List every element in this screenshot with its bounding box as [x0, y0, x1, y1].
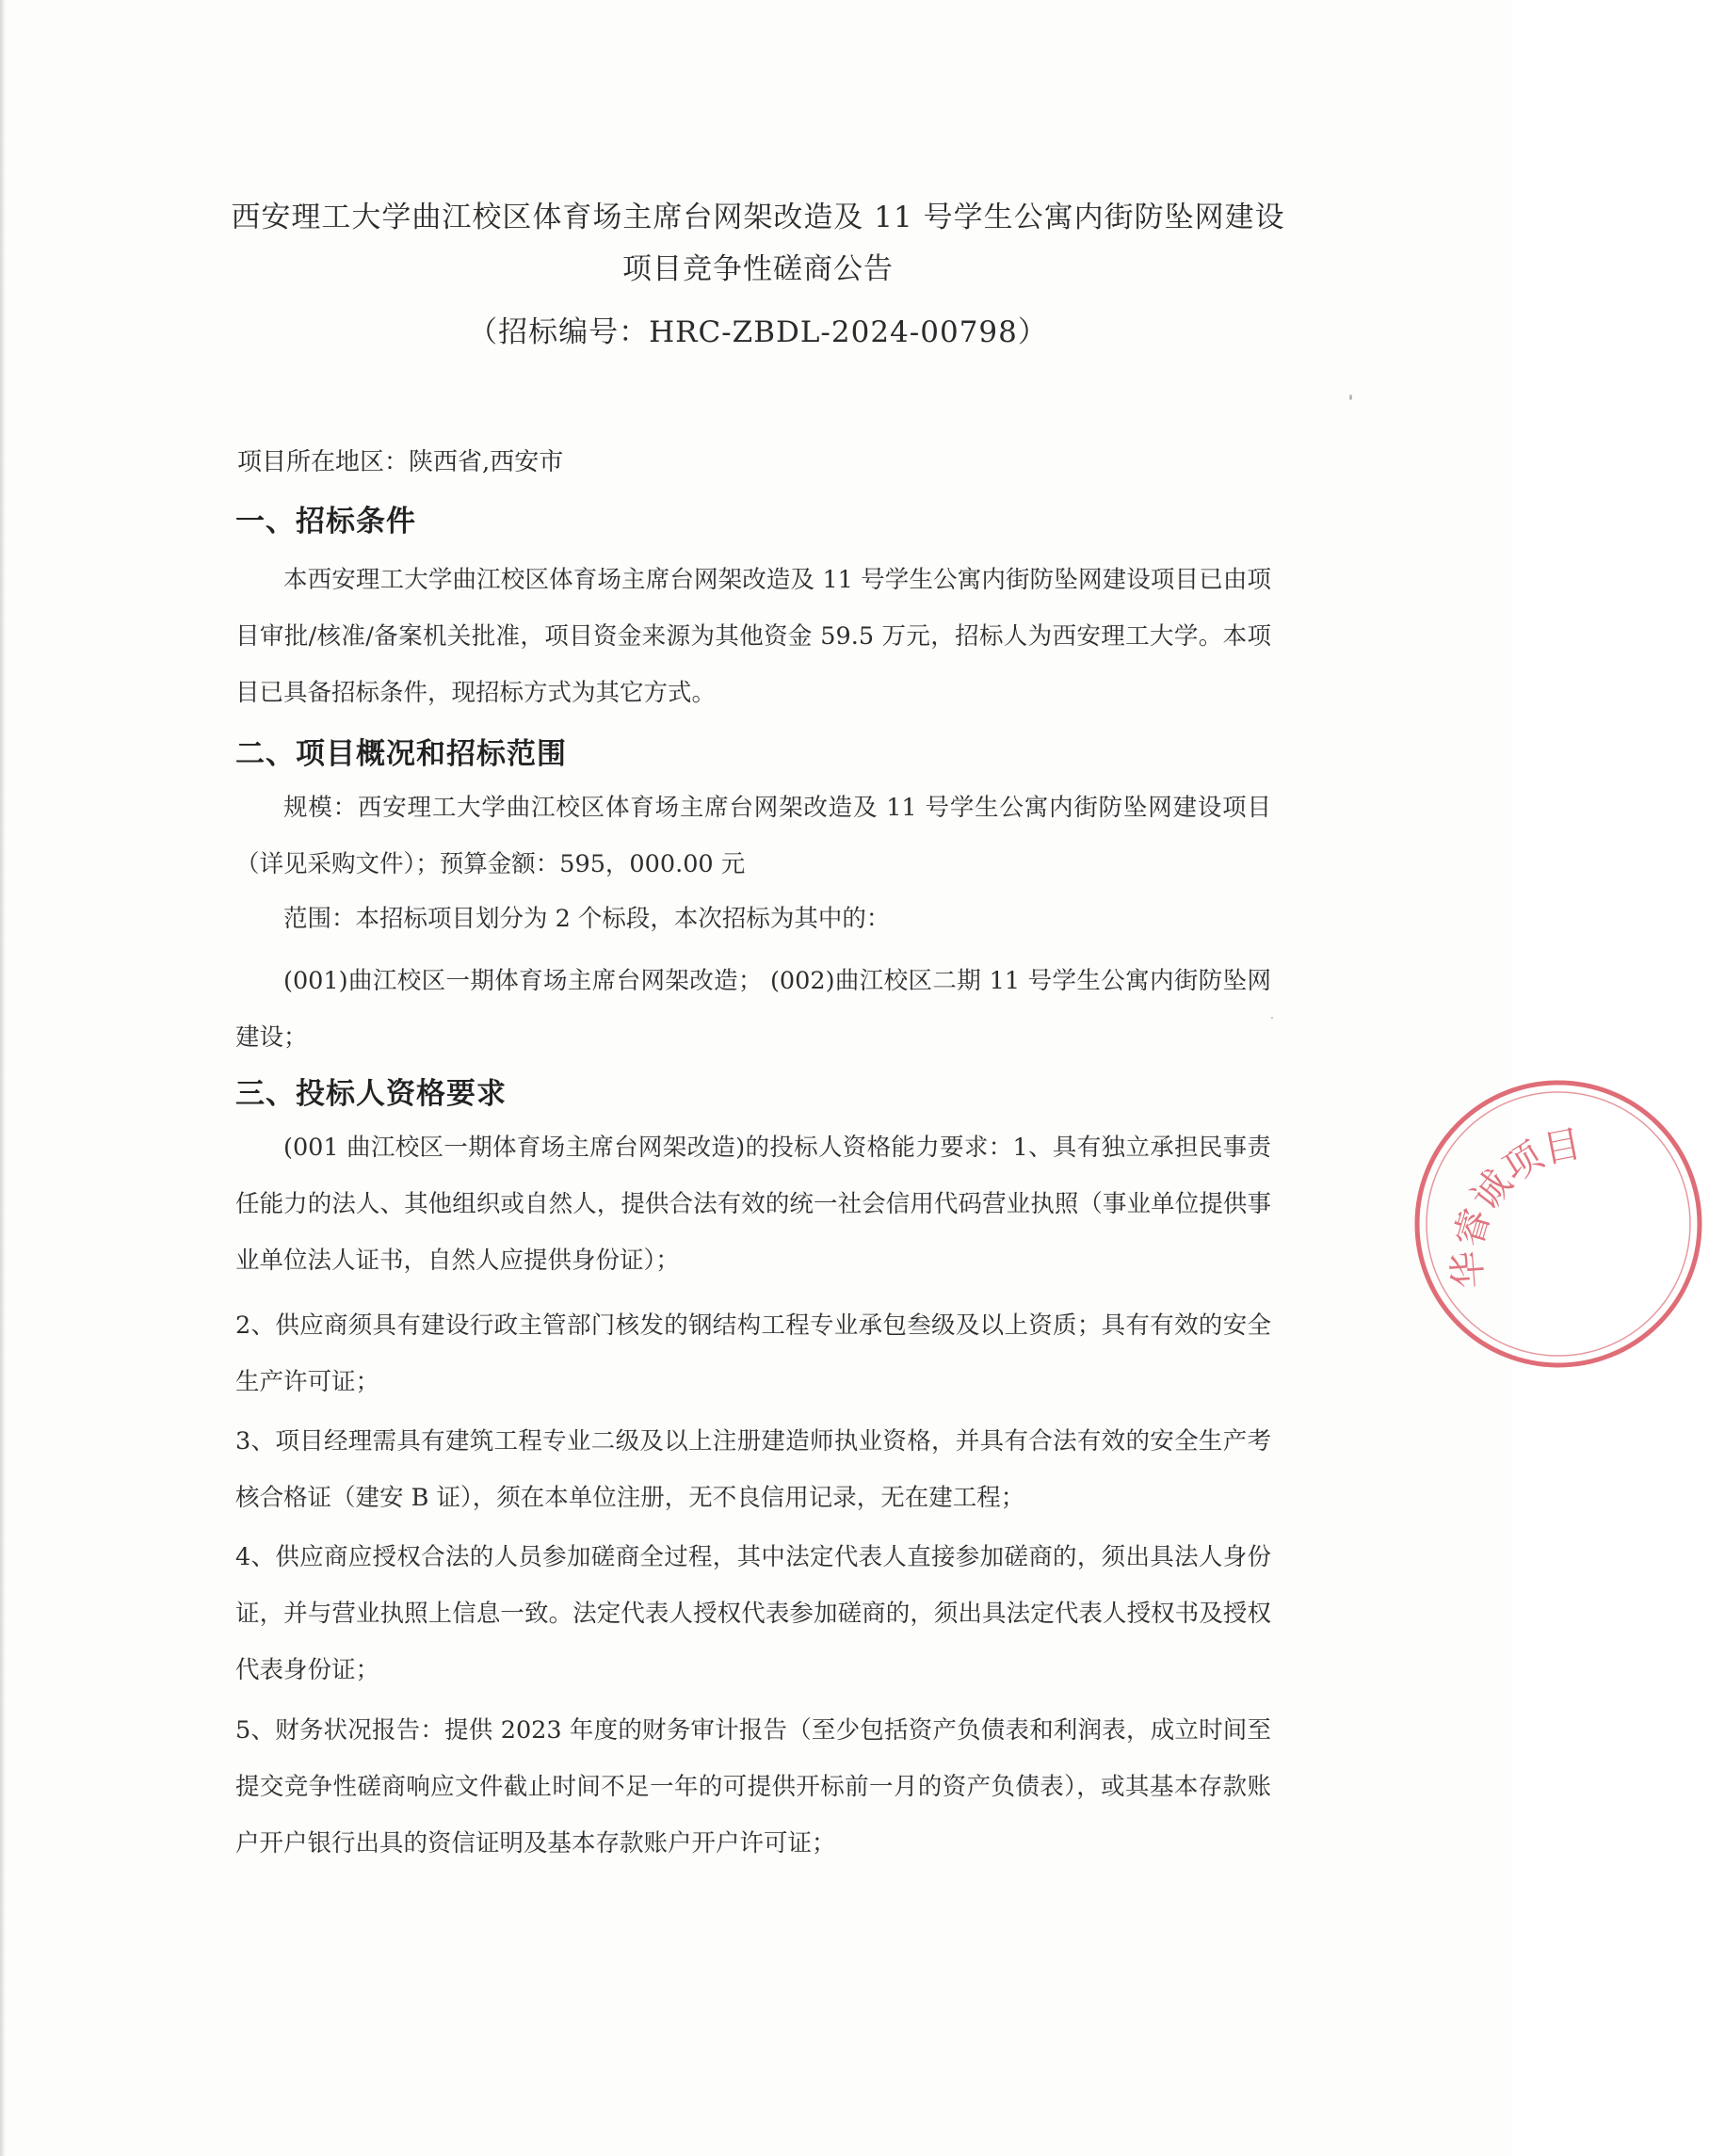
- seal-text: 华睿诚项目: [1445, 1121, 1586, 1291]
- tender-number: （招标编号：HRC-ZBDL-2024-00798）: [468, 315, 1048, 349]
- requirement-4: 4、供应商应授权合法的人员参加磋商全过程，其中法定代表人直接参加磋商的，须出具法人身份证，并与营业执照上信息一致。法定代表人授权代表参加磋商的，须出具法定代表人授权书及授权代表身份证；: [235, 1543, 1271, 1684]
- section-2-lots: (001)曲江校区一期体育场主席台网架改造； (002)曲江校区二期 11 号学生公寓内街防坠网建设；: [235, 967, 1271, 1052]
- requirement-5: 5、财务状况报告：提供 2023 年度的财务审计报告（至少包括资产负债表和利润表，成立时间至提交竞争性磋商响应文件截止时间不足一年的可提供开标前一月的资产负债表），或其基本存款账户开户银行出具的资信证明及基本存款账户开户许可证；: [235, 1716, 1271, 1858]
- requirement-2: 2、供应商须具有建设行政主管部门核发的钢结构工程专业承包叁级及以上资质；具有有效的安全生产许可证；: [235, 1311, 1271, 1396]
- section-3-heading: 三、投标人资格要求: [235, 1077, 507, 1111]
- official-seal-stamp: [1408, 1073, 1709, 1375]
- section-2-scale: 规模：西安理工大学曲江校区体育场主席台网架改造及 11 号学生公寓内街防坠网建设项目（详见采购文件）；预算金额：595，000.00 元: [235, 794, 1271, 878]
- scan-speck: [1271, 1017, 1273, 1019]
- section-1-heading: 一、招标条件: [235, 505, 416, 539]
- section-2-heading: 二、项目概况和招标范围: [235, 737, 567, 771]
- document-title-line-1: 西安理工大学曲江校区体育场主席台网架改造及 11 号学生公寓内街防坠网建设: [231, 201, 1285, 234]
- scan-speck: [1349, 394, 1352, 400]
- requirement-1: (001 曲江校区一期体育场主席台网架改造)的投标人资格能力要求：1、具有独立承担民事责任能力的法人、其他组织或自然人，提供合法有效的统一社会信用代码营业执照（事业单位提供事业单位法人证书，自然人应提供身份证）；: [235, 1134, 1271, 1275]
- project-region: 项目所在地区：陕西省,西安市: [237, 448, 564, 476]
- document-title-line-2: 项目竞争性磋商公告: [622, 252, 894, 286]
- requirement-3: 3、项目经理需具有建筑工程专业二级及以上注册建造师执业资格，并具有合法有效的安全生产考核合格证（建安 B 证），须在本单位注册，无不良信用记录，无在建工程；: [235, 1427, 1271, 1512]
- svg-text:华睿诚项目: [1408, 1105, 1626, 1308]
- section-2-scope: 范围：本招标项目划分为 2 个标段，本次招标为其中的：: [283, 905, 891, 933]
- scan-edge-shadow: [0, 0, 6, 2156]
- section-1-paragraph: 本西安理工大学曲江校区体育场主席台网架改造及 11 号学生公寓内街防坠网建设项目已由项目审批/核准/备案机关批准，项目资金来源为其他资金 59.5 万元，招标人为西安理工大学。本项目已具备招标条件，现招标方式为其它方式。: [235, 566, 1271, 707]
